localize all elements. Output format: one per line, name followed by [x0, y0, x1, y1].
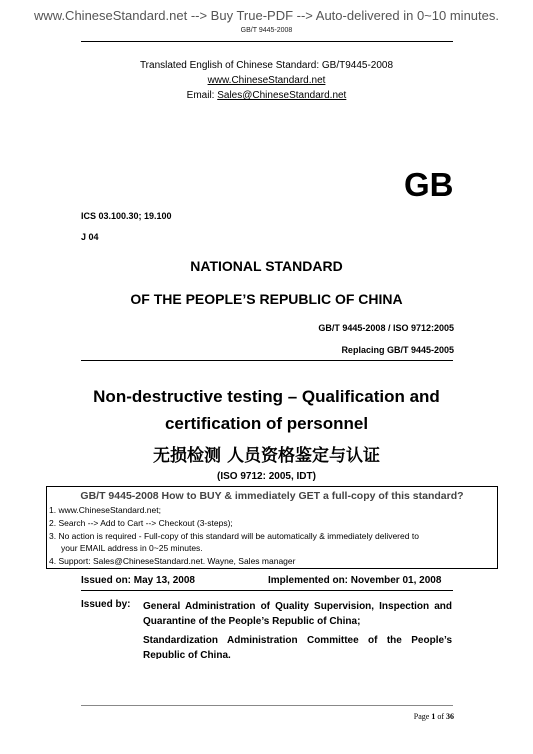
buy-step-4: 4. Support: Sales@ChineseStandard.net. Wayne, Sales manager — [49, 556, 296, 566]
implemented-on-date: Implemented on: November 01, 2008 — [268, 575, 442, 586]
footer-divider — [81, 705, 453, 706]
email-link[interactable]: Sales@ChineseStandard.net — [217, 90, 347, 101]
buy-step-3-continued: your EMAIL address in 0~25 minutes. — [61, 543, 203, 553]
translation-line: Translated English of Chinese Standard: GB/T9445-2008 — [139, 60, 394, 71]
title-line-1: Non-destructive testing – Qualification and — [93, 387, 440, 406]
issued-by-label: Issued by: — [81, 599, 131, 610]
header-standard-code: GB/T 9445-2008 — [240, 27, 293, 34]
issuer-aqsiq: General Administration of Quality Supervision, Inspection and Quarantine of the People’s Republic of China; — [143, 601, 452, 627]
page-prefix: Page — [413, 712, 432, 721]
title-line-2: certification of personnel — [164, 414, 369, 433]
top-banner: www.ChineseStandard.net --> Buy True-PDF --> Auto-delivered in 0~10 minutes. — [34, 8, 499, 23]
site-link[interactable]: www.ChineseStandard.net — [207, 75, 326, 86]
ics-code: ICS 03.100.30; 19.100 — [81, 211, 172, 221]
buy-step-2: 2. Search --> Add to Cart --> Checkout (3-steps); — [49, 518, 233, 528]
issued-on-date: Issued on: May 13, 2008 — [81, 575, 195, 586]
header-divider — [81, 41, 453, 42]
standard-number: GB/T 9445-2008 / ISO 9712:2005 — [318, 323, 454, 333]
buy-info-box — [46, 486, 498, 569]
buy-step-1: 1. www.ChineseStandard.net; — [49, 505, 161, 515]
issuer-sac: Standardization Administration Committee of the People’s Republic of China. — [143, 635, 452, 659]
gb-logo: GB — [404, 166, 454, 203]
page-current: 1 — [431, 712, 436, 721]
title-chinese: 无损检测 人员资格鉴定与认证 — [153, 446, 380, 466]
replacing-note: Replacing GB/T 9445-2005 — [341, 345, 454, 355]
iso-equivalence: (ISO 9712: 2005, IDT) — [217, 471, 316, 482]
buy-step-3: 3. No action is required - Full-copy of this standard will be automatically & immediately delivered to — [49, 531, 419, 541]
page-total: 36 — [446, 712, 454, 721]
site-link-line — [0, 75, 533, 86]
buy-box-heading: GB/T 9445-2008 How to BUY & immediately GET a full-copy of this standard? — [80, 490, 464, 502]
email-prefix: Email: — [186, 90, 218, 101]
page-number — [414, 712, 454, 721]
j-code: J 04 — [81, 232, 99, 242]
page-of: of — [435, 712, 446, 721]
issue-divider — [81, 590, 453, 591]
national-standard-heading: NATIONAL STANDARD — [190, 258, 343, 274]
email-line — [0, 90, 533, 101]
title-divider — [81, 360, 453, 361]
republic-heading: OF THE PEOPLE’S REPUBLIC OF CHINA — [130, 291, 403, 307]
